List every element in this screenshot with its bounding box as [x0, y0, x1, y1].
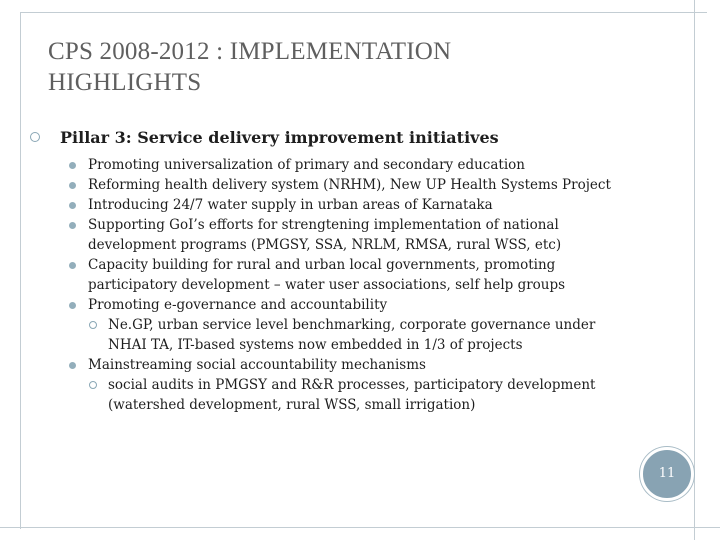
item-line: Promoting e-governance and accountability [88, 297, 388, 313]
bullet-dot-icon [69, 222, 76, 229]
sub-item [88, 315, 708, 355]
slide-title [48, 36, 648, 98]
item-line: Supporting GoI’s efforts for strengtening implementation of national [88, 217, 559, 233]
item-line: Reforming health delivery system (NRHM), New UP Health Systems Project [88, 177, 611, 193]
item-line: Promoting universalization of primary and secondary education [88, 157, 525, 173]
ring-bullet-icon [30, 132, 40, 142]
item-line: Capacity building for rural and urban local governments, promoting [88, 257, 556, 273]
list-item [68, 195, 708, 215]
bullet-dot-icon [69, 362, 76, 369]
page-number-badge: 11 [640, 447, 694, 501]
sub-ring-bullet-icon [89, 381, 97, 389]
list-item [68, 295, 708, 355]
sub-item-line: social audits in PMGSY and R&R processes, participatory development [108, 377, 596, 393]
list-item [68, 355, 708, 415]
initiatives-list [68, 155, 708, 415]
sub-item-line: (watershed development, rural WSS, small irrigation) [108, 397, 476, 413]
item-line: participatory development – water user associations, self help groups [88, 277, 566, 293]
list-item [68, 155, 708, 175]
bullet-dot-icon [69, 162, 76, 169]
list-item [68, 215, 708, 255]
item-line: Mainstreaming social accountability mechanisms [88, 357, 426, 373]
list-item [68, 255, 708, 295]
sub-ring-bullet-icon [89, 321, 97, 329]
bullet-dot-icon [69, 182, 76, 189]
bullet-dot-icon [69, 262, 76, 269]
bullet-dot-icon [69, 302, 76, 309]
pillar-heading-text: Pillar 3: Service delivery improvement initiatives [60, 128, 499, 147]
sub-item-line: Ne.GP, urban service level benchmarking, corporate governance under [108, 317, 596, 333]
bullet-dot-icon [69, 202, 76, 209]
sub-item-line: NHAI TA, IT-based systems now embedded in 1/3 of projects [108, 337, 523, 353]
item-line: development programs (PMGSY, SSA, NRLM, RMSA, rural WSS, etc) [88, 237, 562, 253]
item-line: Introducing 24/7 water supply in urban areas of Karnataka [88, 197, 493, 213]
title-line-1: CPS 2008-2012 : IMPLEMENTATION [48, 38, 452, 65]
sub-item [88, 375, 708, 415]
title-line-2: HIGHLIGHTS [48, 69, 202, 96]
list-item [68, 175, 708, 195]
frame-bottom-line [0, 527, 720, 528]
